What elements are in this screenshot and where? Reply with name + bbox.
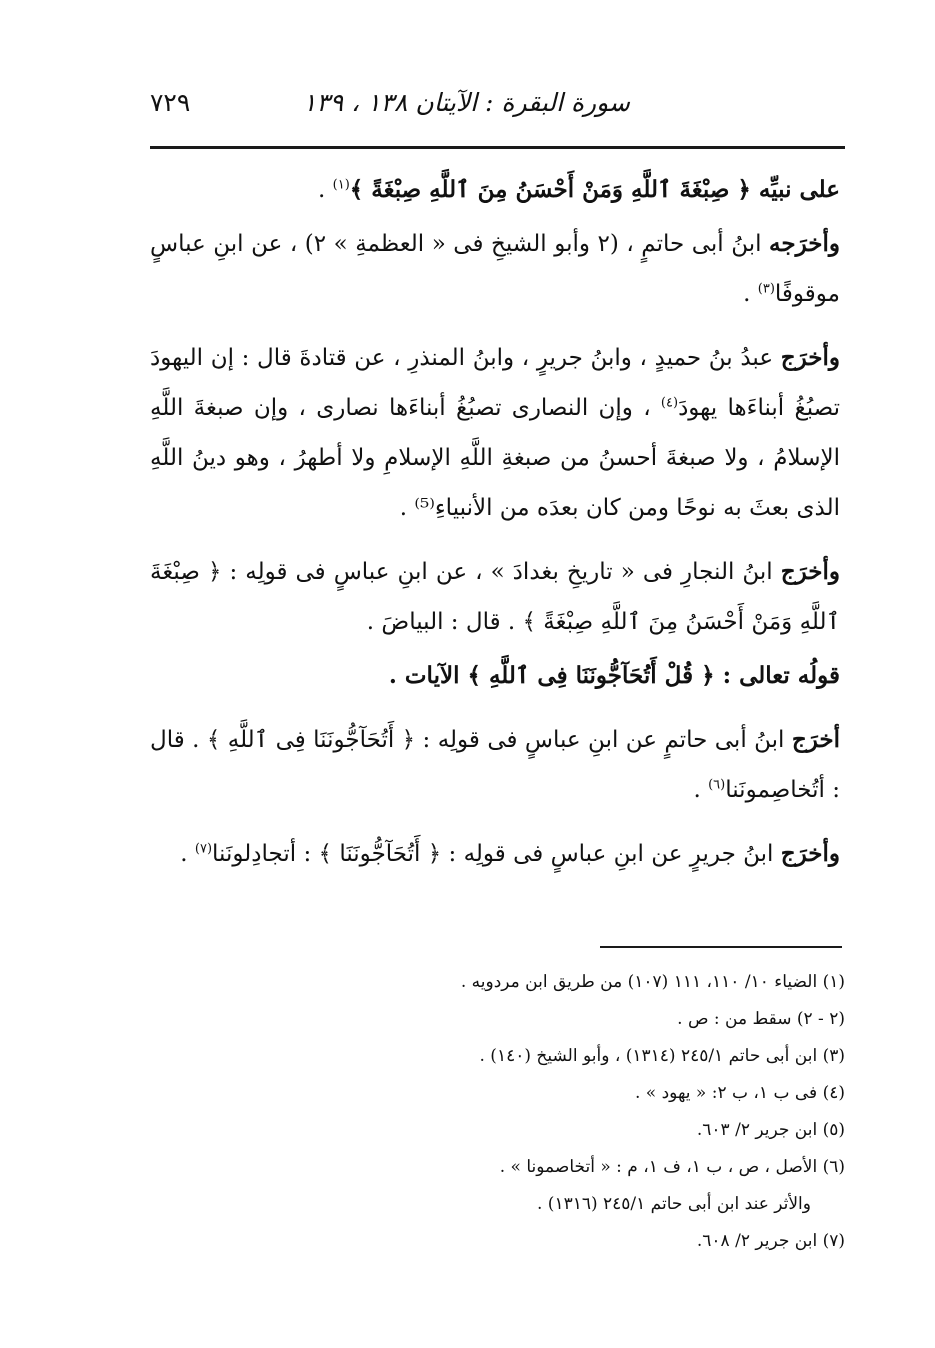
- footnote-ref: (٦): [708, 777, 726, 793]
- footnote-ref: (٧): [194, 841, 213, 857]
- paragraph-text: ابنُ أبى حاتمٍ ، ‏(٢ وأبو الشيخِ فى « العظمةِ » ٢) ، عن ابنِ عباسٍ موقوفًا: [150, 231, 840, 307]
- paragraph-end: ، وإن النصارى تصبُغُ أبناءَها نصارى ، وإن صبغةَ اللَّهِ الإسلامُ ، ولا صبغةَ أحسنُ من صبغةِ اللَّهِ الإسلامِ ولا أطهرُ ، وهو دينُ اللَّهِ الذى بعثَ به نوحًا ومن كان بعدَه من الأنبياءِ⁽⁵⁾ .: [150, 395, 840, 521]
- paragraph-text: عبدُ بنُ حميدٍ ، وابنُ جريرٍ ، وابنُ المنذرِ ، عن قتادةَ قال : إن اليهودَ تصبُغُ أبناءَها يهودَ: [150, 345, 841, 421]
- footnote-divider: [600, 946, 842, 948]
- paragraph-lead: قولُه تعالى :: [722, 662, 840, 689]
- paragraph-end: .: [743, 281, 758, 307]
- footnote-ref: (٤): [660, 395, 679, 411]
- paragraph: [150, 219, 840, 319]
- paragraph-lead: وأخرَجه: [769, 230, 840, 257]
- paragraph-text: ﴿ قُلْ أَتُحَآجُّونَنَا فِى ٱللَّهِ ﴾ الآيات .: [388, 662, 723, 689]
- paragraph: [150, 333, 840, 533]
- paragraph-lead: وأخرَج: [780, 558, 840, 585]
- paragraph-text: على نبيِّه ﴿ صِبْغَةَ ٱللَّهِ وَمَنْ أَحْسَنُ مِنَ ٱللَّهِ صِبْغَةً ﴾: [349, 176, 840, 203]
- footnote: (٥) ابن جرير ٢/ ٦٠٣.: [696, 1120, 845, 1140]
- running-title: سورة البقرة : الآيتان ١٣٨ ، ١٣٩: [302, 88, 630, 117]
- paragraph: [150, 165, 840, 215]
- paragraph-lead: أخرَج: [791, 726, 840, 753]
- paragraph: [150, 547, 840, 647]
- header-divider: [150, 146, 845, 149]
- footnotes: [300, 964, 845, 1260]
- main-text: [150, 165, 840, 893]
- footnote: والأثر عند ابن أبى حاتم ٢٤٥/١ (١٣١٦) .: [536, 1194, 811, 1214]
- footnote: (٦) الأصل ، ص ، ب ١، ف ١، م : « أتخاصمونا » .: [499, 1157, 845, 1177]
- footnote-ref: (٣): [757, 281, 775, 297]
- paragraph: [150, 715, 840, 815]
- footnote: (٤) فى ب ١، ب ٢: « يهود » .: [635, 1083, 845, 1103]
- paragraph-end: .: [180, 841, 195, 867]
- footnote: (٧) ابن جرير ٢/ ٦٠٨.: [696, 1231, 845, 1251]
- paragraph-lead: وأخرَج: [780, 840, 840, 867]
- page-number: ٧٢٩: [150, 88, 191, 117]
- paragraph-end: .: [318, 177, 333, 203]
- page-header: [150, 86, 845, 134]
- paragraph-text: ابنُ أبى حاتمٍ عن ابنِ عباسٍ فى قولِه : ﴿ أَتُحَآجُّونَنَا فِى ٱللَّهِ ﴾ . قال : أتُخاصِمونَنا: [150, 727, 840, 803]
- footnote: (١) الضياء ١٠/ ١١٠، ١١١ (١٠٧) من طريق ابن مردويه .: [460, 972, 845, 992]
- paragraph-text: ابنُ جريرٍ عن ابنِ عباسٍ فى قولِه : ﴿ أَتُحَآجُّونَنَا ﴾ : أتجادِلونَنا: [212, 841, 781, 867]
- footnote: (٣) ابن أبى حاتم ٢٤٥/١ (١٣١٤) ، وأبو الشيخ (١٤٠) .: [479, 1046, 845, 1066]
- paragraph-end: .: [693, 777, 709, 803]
- paragraph: [150, 829, 840, 879]
- paragraph-lead: وأخرَج: [780, 344, 840, 371]
- paragraph-text: ابنُ النجارِ فى « تاريخِ بغدادَ » ، عن ابنِ عباسٍ فى قولِه : ﴿ صِبْغَةَ ٱللَّهِ وَمَنْ أَحْسَنُ مِنَ ٱللَّهِ صِبْغَةً ﴾ . قال : البياضَ .: [150, 559, 840, 635]
- paragraph: [150, 651, 840, 701]
- footnote: (٢ - ٢) سقط من : ص .: [677, 1009, 845, 1029]
- footnote-ref: (١): [332, 177, 350, 193]
